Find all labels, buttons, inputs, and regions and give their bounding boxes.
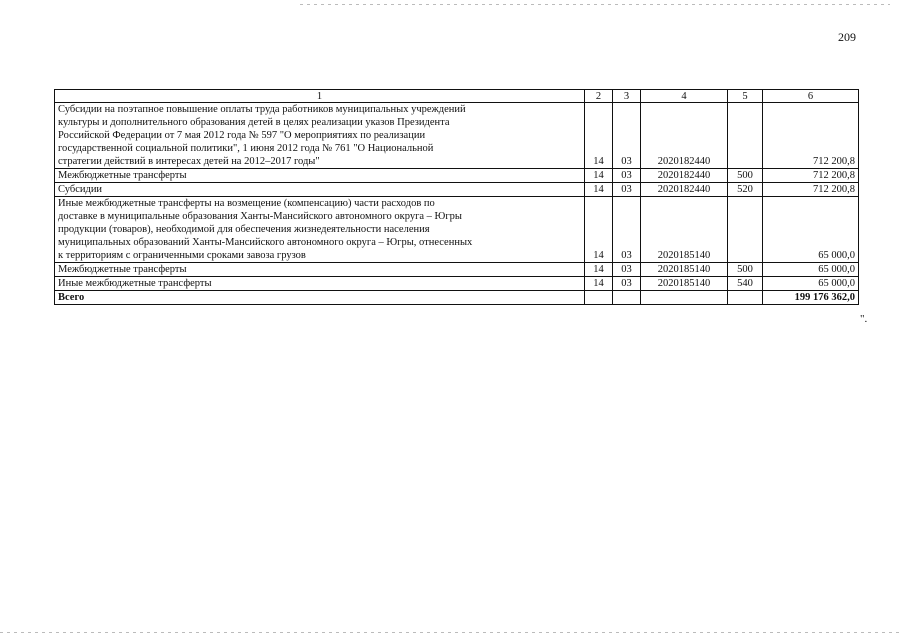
description-line: Иные межбюджетные трансферты (58, 278, 212, 289)
description-line: государственной социальной политики", 1 июня 2012 года № 761 "О Национальной (58, 143, 434, 154)
expense-type-code-cell: 540 (728, 277, 763, 291)
total-empty-cell (728, 291, 763, 305)
total-amount: 199 176 362,0 (763, 291, 859, 305)
amount-cell: 65 000,0 (763, 277, 859, 291)
header-row (55, 90, 859, 103)
budget-table (54, 89, 859, 305)
description-line: Субсидии на поэтапное повышение оплаты труда работников муниципальных учреждений (58, 104, 466, 115)
row-description (55, 277, 585, 291)
subsection-code-cell: 03 (613, 183, 641, 197)
total-empty-cell (585, 291, 613, 305)
table-row (55, 277, 859, 291)
section-code-cell: 14 (585, 103, 613, 169)
description-line: Иные межбюджетные трансферты на возмещение (компенсацию) части расходов по (58, 198, 435, 209)
target-article-code-cell: 2020185140 (641, 197, 728, 263)
amount-cell: 712 200,8 (763, 169, 859, 183)
description-line: Российской Федерации от 7 мая 2012 года № 597 "О мероприятиях по реализации (58, 130, 426, 141)
subsection-code-cell: 03 (613, 263, 641, 277)
expense-type-code-cell (728, 103, 763, 169)
scan-artifact-top (300, 4, 890, 5)
expense-type-code-cell (728, 197, 763, 263)
row-description (55, 103, 585, 169)
row-description (55, 169, 585, 183)
section-code-cell: 14 (585, 263, 613, 277)
amount-cell: 65 000,0 (763, 197, 859, 263)
description-line: Межбюджетные трансферты (58, 264, 187, 275)
total-empty-cell (641, 291, 728, 305)
section-code-cell: 14 (585, 277, 613, 291)
description-line: продукции (товаров), необходимой для обеспечения жизнедеятельности населения (58, 224, 430, 235)
budget-table-body (55, 90, 859, 305)
table-row (55, 197, 859, 263)
subsection-code-cell: 03 (613, 169, 641, 183)
description-line: Субсидии (58, 184, 103, 195)
scan-artifact-bottom (0, 632, 900, 633)
table-row (55, 183, 859, 197)
section-code-cell: 14 (585, 183, 613, 197)
amount-cell: 712 200,8 (763, 103, 859, 169)
description-line: муниципальных образований Ханты-Мансийского автономного округа – Югры, отнесенных (58, 237, 473, 248)
description-line: Межбюджетные трансферты (58, 170, 187, 181)
total-label: Всего (55, 291, 585, 305)
row-description (55, 197, 585, 263)
subsection-code-cell: 03 (613, 277, 641, 291)
table-row (55, 263, 859, 277)
expense-type-code-cell: 500 (728, 169, 763, 183)
header-cell-4: 4 (641, 90, 728, 103)
target-article-code-cell: 2020185140 (641, 263, 728, 277)
target-article-code-cell: 2020182440 (641, 169, 728, 183)
row-description (55, 183, 585, 197)
amount-cell: 712 200,8 (763, 183, 859, 197)
table-row (55, 169, 859, 183)
header-cell-6: 6 (763, 90, 859, 103)
target-article-code-cell: 2020182440 (641, 103, 728, 169)
target-article-code-cell: 2020182440 (641, 183, 728, 197)
closing-quote-mark: ". (860, 313, 868, 325)
description-line: стратегии действий в интересах детей на 2012–2017 годы" (58, 156, 320, 167)
total-row (55, 291, 859, 305)
expense-type-code-cell: 520 (728, 183, 763, 197)
header-cell-3: 3 (613, 90, 641, 103)
header-cell-1: 1 (55, 90, 585, 103)
header-cell-2: 2 (585, 90, 613, 103)
header-cell-5: 5 (728, 90, 763, 103)
description-line: доставке в муниципальные образования Ханты-Мансийского автономного округа – Югры (58, 211, 462, 222)
target-article-code-cell: 2020185140 (641, 277, 728, 291)
total-empty-cell (613, 291, 641, 305)
expense-type-code-cell: 500 (728, 263, 763, 277)
page-number: 209 (838, 30, 856, 44)
table-row (55, 103, 859, 169)
description-line: к территориям с ограниченными сроками завоза грузов (58, 250, 306, 261)
subsection-code-cell: 03 (613, 197, 641, 263)
row-description (55, 263, 585, 277)
section-code-cell: 14 (585, 197, 613, 263)
section-code-cell: 14 (585, 169, 613, 183)
subsection-code-cell: 03 (613, 103, 641, 169)
amount-cell: 65 000,0 (763, 263, 859, 277)
description-line: культуры и дополнительного образования детей в целях реализации указов Президента (58, 117, 450, 128)
